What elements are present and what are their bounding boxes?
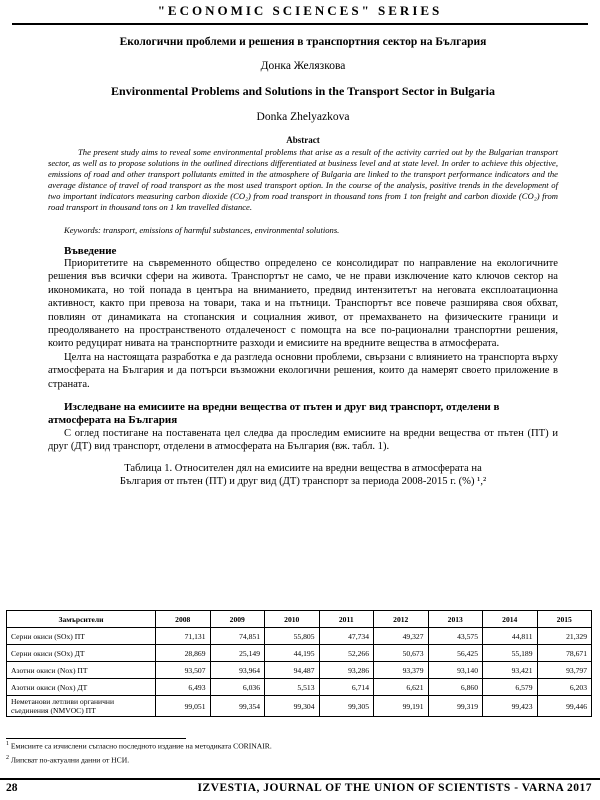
table-cell: 6,621 [374,679,429,696]
table-caption [48,462,558,488]
table-cell: 93,379 [374,662,429,679]
footnote-2-mark: 2 [6,755,9,761]
table-row-label: Серни окиси (SOx) ДТ [7,645,156,662]
table-row-label: Неметанови летливи органични съединения (NMVOC) ПТ [7,696,156,717]
table-cell: 55,805 [265,628,320,645]
table-cell: 50,673 [374,645,429,662]
footnote-1-mark: 1 [6,741,9,747]
table-cell: 56,425 [428,645,483,662]
table-header-row [7,611,592,628]
table-cell: 93,421 [483,662,538,679]
table-cell: 99,354 [210,696,265,717]
table-caption-line-1: Таблица 1. Относителен дял на емисиите на вредни вещества в атмосферата на [124,462,482,474]
abstract-text: The present study aims to reveal some environmental problems that arise as a result of the activity carried out by the Bulgarian transport sector, as well as to propose solutions in the outlined directions differentiated at business level and at state level. In order to achieve this objective, emissions of road and other transport pollutants emitted in the atmosphere of Bulgaria are linked to the transport performance indicators and the average distance of travel of road transport as the most used transport option. In the course of the analysis, positive trends in the development of two important indicators measuring carbon dioxide (CO₂) from road transport in thousand tons from 1 ton freight and carbon dioxide (CO₂) from road transport in thousand tons on 1 km travelled distance. [48,147,558,212]
table-row-label: Серни окиси (SOx) ПТ [7,628,156,645]
author-bulgarian: Донка Желязкова [260,60,346,72]
table-cell: 6,036 [210,679,265,696]
table-cell: 28,869 [156,645,211,662]
table-cell: 99,319 [428,696,483,717]
section2-paragraph: С оглед постигане на поставената цел следва да проследим емисиите на вредни вещества от пътен (ПТ) и друг (ДТ) вид транспорт, отделени в атмосферата на България (вж. табл. 1). [48,428,558,453]
footnote-rule [6,738,186,739]
paper-body [48,30,558,488]
author-english: Donka Zhelyazkova [256,111,350,123]
journal-name: IZVESTIA, JOURNAL OF THE UNION OF SCIENTISTS - VARNA 2017 [197,782,592,794]
title-bulgarian: Екологични проблеми и решения в транспортния сектор на България [119,36,487,48]
table-cell: 71,131 [156,628,211,645]
emissions-table [6,610,592,717]
table-cell: 6,203 [537,679,592,696]
table-cell: 44,811 [483,628,538,645]
intro-heading: Въведение [64,245,117,257]
series-header: "ECONOMIC SCIENCES" SERIES [157,3,443,18]
table-header-cell: 2012 [374,611,429,628]
keywords: Keywords: transport, emissions of harmful substances, environmental solutions. [64,225,340,235]
footnote-1-text: Емисиите са изчислени съгласно последното издание на методиката CORINAIR. [10,741,272,751]
table-row [7,645,592,662]
table-header-cell: 2014 [483,611,538,628]
title-english: Environmental Problems and Solutions in the Transport Sector in Bulgaria [111,84,495,98]
table-cell: 6,860 [428,679,483,696]
table-row [7,679,592,696]
table-cell: 99,304 [265,696,320,717]
table-cell: 43,575 [428,628,483,645]
table-cell: 44,195 [265,645,320,662]
table-cell: 93,797 [537,662,592,679]
intro-paragraph-1: Приоритетите на съвременното общество определено се консолидират по направление на екологичните решения във всички сфери на живота. Транспортът не само, че не прави изключение като ключов сектор на икономиката, но той попада в центъра на вниманието, предвид интензитетът на неговата експлоатационна активност, както при превоза на товари, така и на пътници. Транспортът все повече разширява своя обхват, повлиян от динамиката на стопанския и социалния живот, от премахването на физическите граници и преодоляването на пространственото отдалеченост с помощта на все по-рационални транспортни решения, които редуцират нивата на транспортните разходи и емисиите на вредните вещества в атмосферата. [48,258,558,350]
table-cell: 93,964 [210,662,265,679]
table-header-cell: 2015 [537,611,592,628]
table-header-cell: 2008 [156,611,211,628]
header-rule [12,23,588,25]
table-header-cell: 2010 [265,611,320,628]
table-cell: 93,286 [319,662,374,679]
table-header-cell: Замърсители [7,611,156,628]
table-cell: 6,714 [319,679,374,696]
table-cell: 6,579 [483,679,538,696]
table-cell: 52,266 [319,645,374,662]
table-cell: 25,149 [210,645,265,662]
table-cell: 99,051 [156,696,211,717]
table-header-cell: 2011 [319,611,374,628]
table-cell: 93,507 [156,662,211,679]
table-cell: 99,191 [374,696,429,717]
page-number: 28 [6,782,18,794]
table-header-cell: 2013 [428,611,483,628]
table-cell: 47,734 [319,628,374,645]
page-footer [0,780,600,800]
abstract-heading: Abstract [286,135,320,145]
table-row-label: Азотни окиси (Nox) ПТ [7,662,156,679]
footnote-1 [6,741,272,751]
table-cell: 99,423 [483,696,538,717]
table-row [7,662,592,679]
table-cell: 6,493 [156,679,211,696]
footnote-2-text: Липсват по-актуални данни от НСИ. [10,755,130,765]
table-cell: 21,329 [537,628,592,645]
section2-heading: Изследване на емисиите на вредни вещества от пътен и друг вид транспорт, отделени в атмосферата на България [48,401,500,427]
table-cell: 99,446 [537,696,592,717]
table-row [7,696,592,717]
table-cell: 49,327 [374,628,429,645]
table-cell: 94,487 [265,662,320,679]
table-cell: 55,189 [483,645,538,662]
table-row [7,628,592,645]
table-header-cell: 2009 [210,611,265,628]
table-row-label: Азотни окиси (Nox) ДТ [7,679,156,696]
table-cell: 5,513 [265,679,320,696]
intro-paragraph-2: Целта на настоящата разработка е да разгледа основни проблеми, свързани с влиянието на транспорта върху атмосферата на България и да потърси възможни екологични решения, които да намерят своето приложение в страната. [48,351,558,390]
table-cell: 74,851 [210,628,265,645]
table-cell: 78,671 [537,645,592,662]
table-cell: 99,305 [319,696,374,717]
table-cell: 93,140 [428,662,483,679]
table-caption-line-2: България от пътен (ПТ) и друг вид (ДТ) транспорт за периода 2008-2015 г. (%) ¹,² [119,475,487,487]
footnote-2 [6,755,129,765]
